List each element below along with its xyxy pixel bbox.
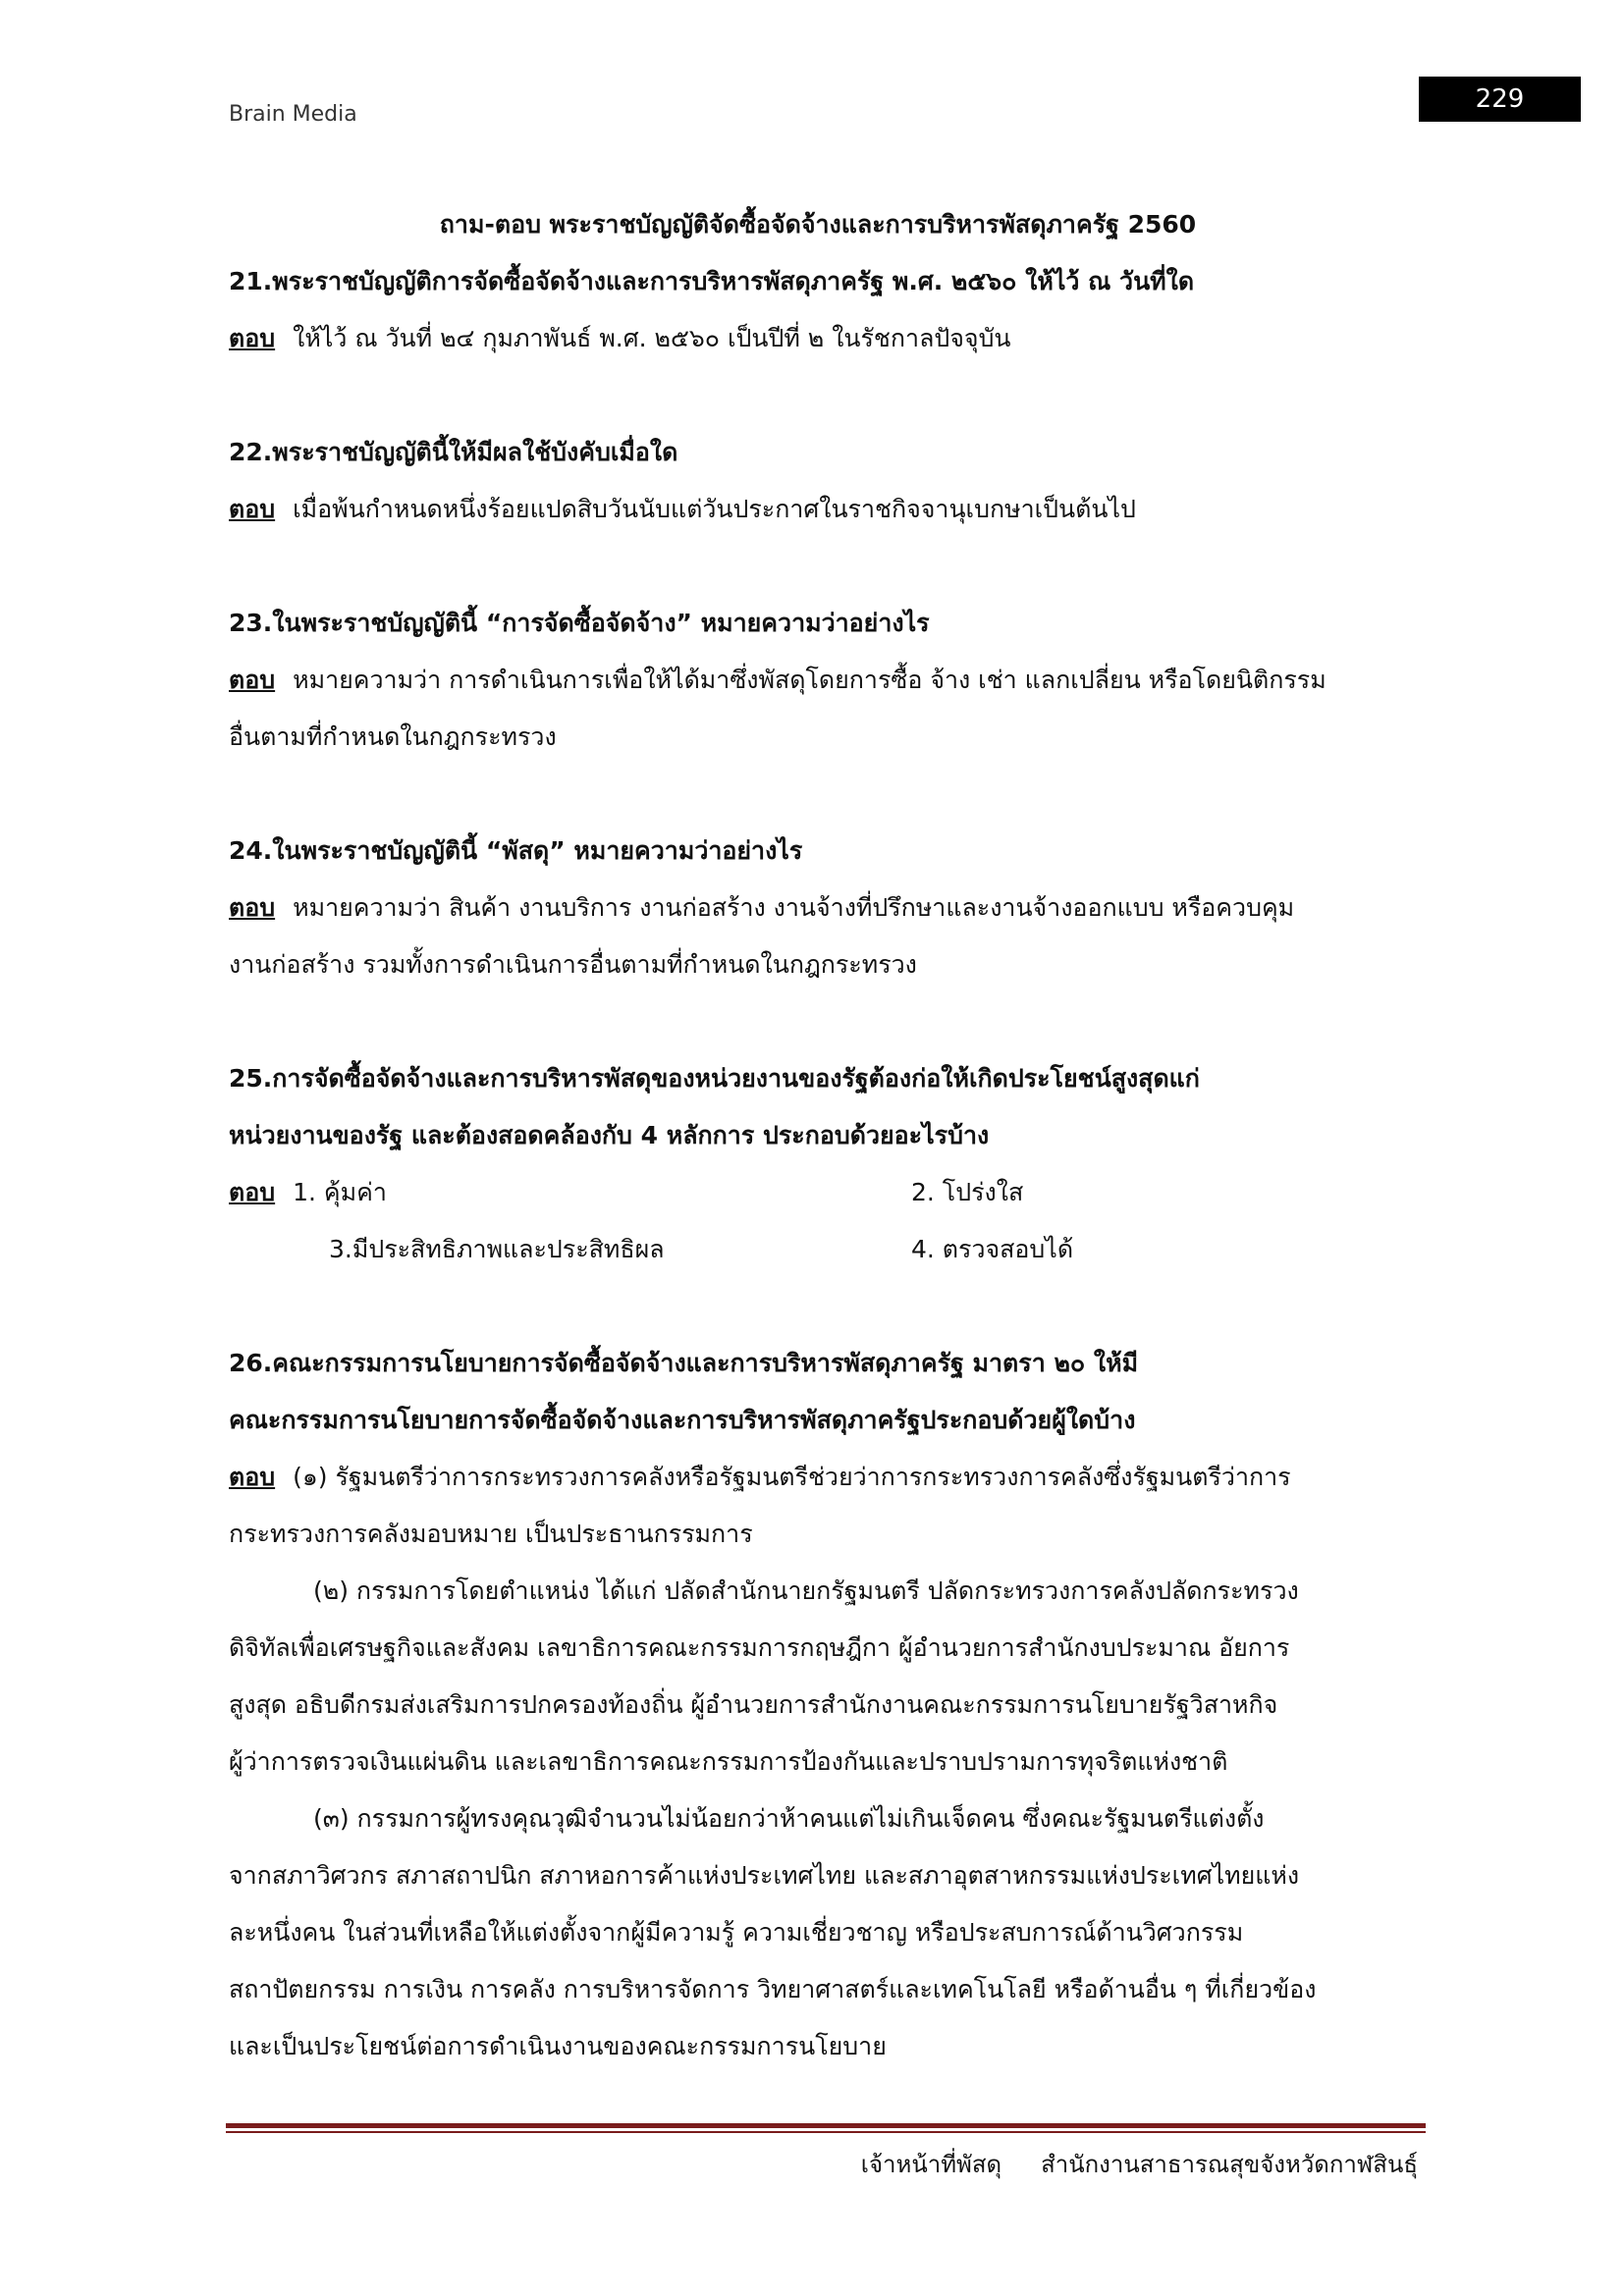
- document-body: [229, 196, 1407, 2075]
- answer-label: ตอบ: [229, 666, 276, 694]
- footer-office: สำนักงานสาธารณสุขจังหวัดกาฬสินธุ์: [1041, 2151, 1418, 2178]
- answer-23-line-2: อื่นตามที่กำหนดในกฎกระทรวง: [229, 722, 557, 751]
- answer-26-item-3-line-5: และเป็นประโยชน์ต่อการดำเนินงานของคณะกรรมการนโยบาย: [229, 2032, 887, 2060]
- answer-label: ตอบ: [229, 495, 276, 523]
- footer-rule-thin: [226, 2131, 1426, 2133]
- answer-26-item-1-line-1: [229, 1449, 1407, 1506]
- answer-26-item-1-line-2: กระทรวงการคลังมอบหมาย เป็นประธานกรรมการ: [229, 1520, 753, 1548]
- question-26-line-2: คณะกรรมการนโยบายการจัดซื้อจัดจ้างและการบริหารพัสดุภาครัฐประกอบด้วยผู้ใดบ้าง: [229, 1406, 1136, 1434]
- page-number: 229: [1419, 77, 1581, 122]
- footer-role: เจ้าหน้าที่พัสดุ: [860, 2151, 1002, 2178]
- option-1: 1. คุ้มค่า: [293, 1178, 387, 1206]
- question-24: 24.ในพระราชบัญญัตินี้ “พัสดุ” หมายความว่าอย่างไร: [229, 836, 803, 865]
- answer-text: (๑) รัฐมนตรีว่าการกระทรวงการคลังหรือรัฐมนตรีช่วยว่าการกระทรวงการคลังซึ่งรัฐมนตรีว่าการ: [293, 1463, 1291, 1491]
- answer-25-row-2: [229, 1221, 1407, 1278]
- answer-26-item-2-line-1: (๒) กรรมการโดยตำแหน่ง ได้แก่ ปลัดสำนักนายกรัฐมนตรี ปลัดกระทรวงการคลังปลัดกระทรวง: [313, 1576, 1299, 1605]
- answer-label: ตอบ: [229, 324, 276, 352]
- question-21: 21.พระราชบัญญัติการจัดซื้อจัดจ้างและการบริหารพัสดุภาครัฐ พ.ศ. ๒๕๖๐ ให้ไว้ ณ วันที่ใด: [229, 267, 1195, 295]
- question-25-line-1: 25.การจัดซื้อจัดจ้างและการบริหารพัสดุของหน่วยงานของรัฐต้องก่อให้เกิดประโยชน์สูงสุดแก่: [229, 1064, 1200, 1093]
- question-26-line-1: 26.คณะกรรมการนโยบายการจัดซื้อจัดจ้างและการบริหารพัสดุภาครัฐ มาตรา ๒๐ ให้มี: [229, 1349, 1139, 1377]
- footer-rule: [226, 2123, 1426, 2128]
- answer-text: เมื่อพ้นกำหนดหนึ่งร้อยแปดสิบวันนับแต่วันประกาศในราชกิจจานุเบกษาเป็นต้นไป: [293, 495, 1136, 523]
- answer-26-item-2-line-2: ดิจิทัลเพื่อเศรษฐกิจและสังคม เลขาธิการคณะกรรมการกฤษฎีกา ผู้อำนวยการสำนักงบประมาณ อัยการ: [229, 1633, 1290, 1662]
- footer: [822, 2145, 1418, 2183]
- answer-26-item-2-line-4: ผู้ว่าการตรวจเงินแผ่นดิน และเลขาธิการคณะกรรมการป้องกันและปราบปรามการทุจริตแห่งชาติ: [229, 1747, 1228, 1776]
- option-2: 2. โปร่งใส: [911, 1178, 1024, 1206]
- brand-label: Brain Media: [229, 102, 357, 127]
- answer-25-row-1: [229, 1164, 1407, 1221]
- answer-26-item-3-line-2: จากสภาวิศวกร สภาสถาปนิก สภาหอการค้าแห่งประเทศไทย และสภาอุตสาหกรรมแห่งประเทศไทยแห่ง: [229, 1861, 1300, 1890]
- question-25-line-2: หน่วยงานของรัฐ และต้องสอดคล้องกับ 4 หลักการ ประกอบด้วยอะไรบ้าง: [229, 1121, 990, 1149]
- answer-23-line-1: [229, 652, 1407, 709]
- question-23: 23.ในพระราชบัญญัตินี้ “การจัดซื้อจัดจ้าง” หมายความว่าอย่างไร: [229, 609, 930, 637]
- question-22: 22.พระราชบัญญัตินี้ให้มีผลใช้บังคับเมื่อใด: [229, 438, 678, 466]
- answer-label: ตอบ: [229, 1463, 276, 1491]
- answer-26-item-3-line-3: ละหนึ่งคน ในส่วนที่เหลือให้แต่งตั้งจากผู้มีความรู้ ความเชี่ยวชาญ หรือประสบการณ์ด้านวิศวกรรม: [229, 1918, 1244, 1947]
- answer-22: [229, 481, 1407, 538]
- answer-26-item-3-line-4: สถาปัตยกรรม การเงิน การคลัง การบริหารจัดการ วิทยาศาสตร์และเทคโนโลยี หรือด้านอื่น ๆ ที่เกี่ยวข้อง: [229, 1975, 1317, 2003]
- answer-26-item-2-line-3: สูงสุด อธิบดีกรมส่งเสริมการปกครองท้องถิ่น ผู้อำนวยการสำนักงานคณะกรรมการนโยบายรัฐวิสาหกิจ: [229, 1690, 1278, 1719]
- answer-text: หมายความว่า สินค้า งานบริการ งานก่อสร้าง งานจ้างที่ปรึกษาและงานจ้างออกแบบ หรือควบคุม: [293, 893, 1295, 922]
- answer-26-item-3-line-1: (๓) กรรมการผู้ทรงคุณวุฒิจำนวนไม่น้อยกว่าห้าคนแต่ไม่เกินเจ็ดคน ซึ่งคณะรัฐมนตรีแต่งตั้ง: [313, 1804, 1265, 1833]
- answer-24-line-1: [229, 880, 1407, 936]
- document-title: ถาม-ตอบ พระราชบัญญัติจัดซื้อจัดจ้างและการบริหารพัสดุภาครัฐ 2560: [439, 210, 1197, 239]
- option-4: 4. ตรวจสอบได้: [911, 1235, 1074, 1263]
- option-3: 3.มีประสิทธิภาพและประสิทธิผล: [329, 1235, 665, 1263]
- answer-21: [229, 310, 1407, 367]
- answer-label: ตอบ: [229, 893, 276, 922]
- answer-label: ตอบ: [229, 1178, 276, 1206]
- answer-24-line-2: งานก่อสร้าง รวมทั้งการดำเนินการอื่นตามที่กำหนดในกฎกระทรวง: [229, 950, 917, 979]
- answer-text: ให้ไว้ ณ วันที่ ๒๔ กุมภาพันธ์ พ.ศ. ๒๕๖๐ เป็นปีที่ ๒ ในรัชกาลปัจจุบัน: [293, 324, 1011, 352]
- answer-text: หมายความว่า การดำเนินการเพื่อให้ได้มาซึ่งพัสดุโดยการซื้อ จ้าง เช่า แลกเปลี่ยน หรือโดยนิติกรรม: [293, 666, 1326, 694]
